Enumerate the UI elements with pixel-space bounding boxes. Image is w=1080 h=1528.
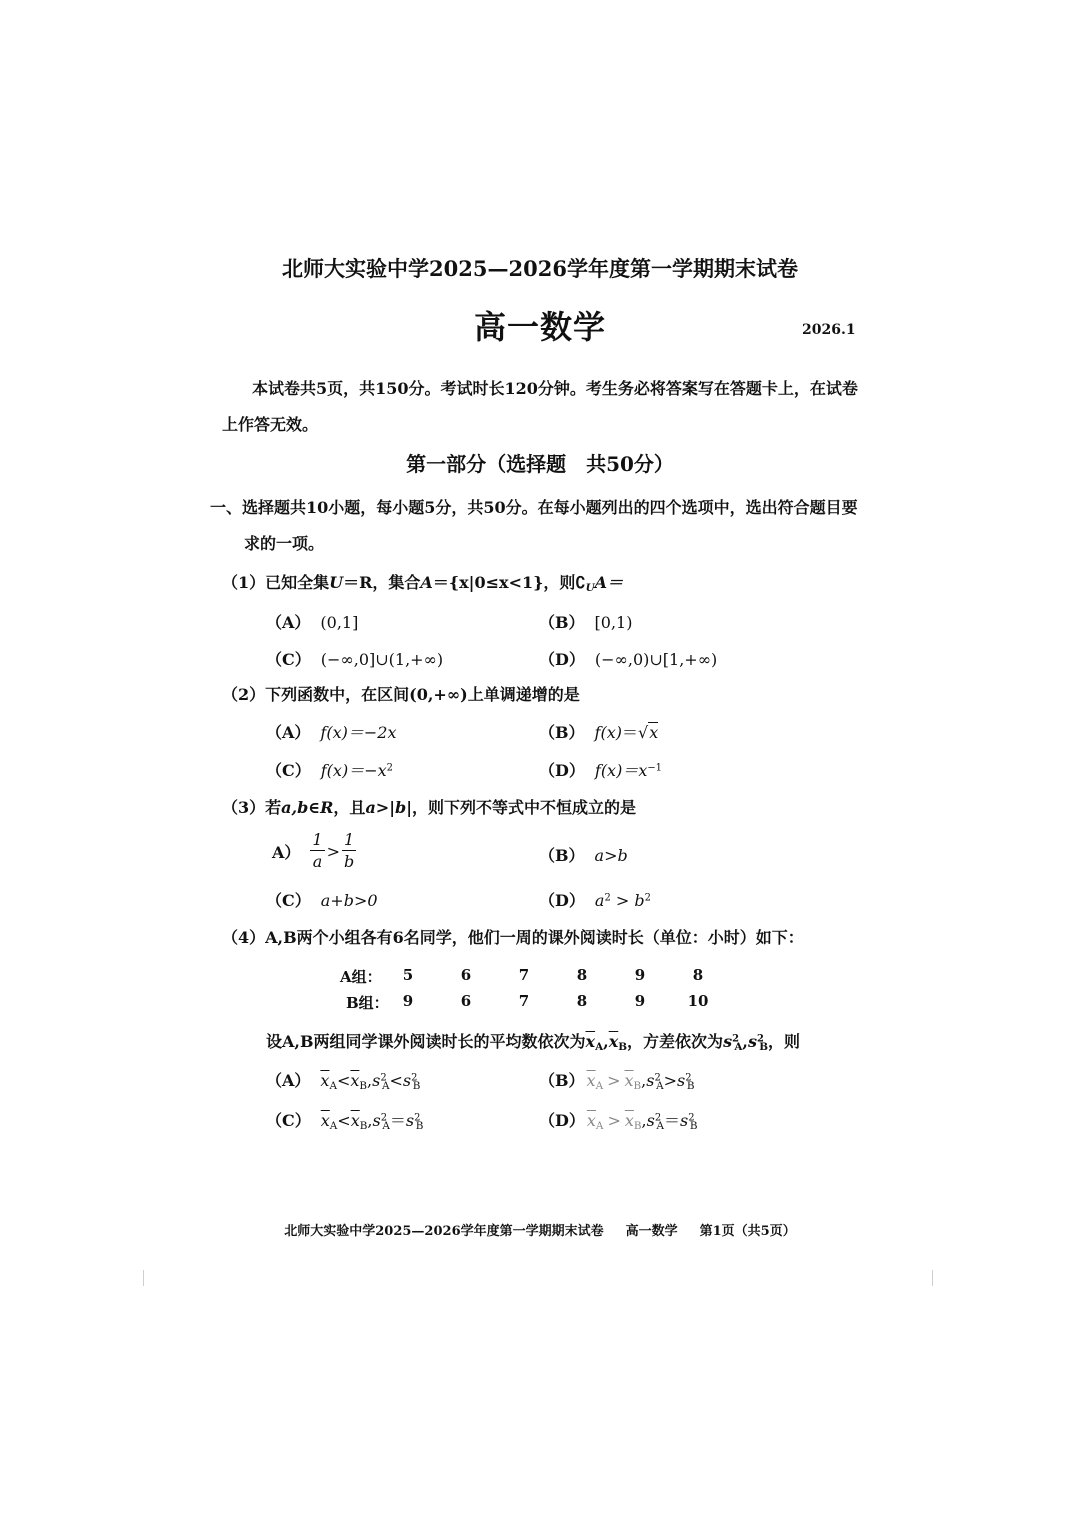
row-b-label: B组： [346,994,389,1012]
row-a-value-1: 5 [402,966,414,984]
reading-time-row-a [0,966,1080,988]
question-3-option-b: （B） a>b [539,846,628,865]
question-3-option-c: （C） a+b>0 [266,891,378,910]
question-4-stem-2: 设A,B两组同学课外阅读时长的平均数依次为$\overline{x}_A,\overline{x}_B$，方差依次为$s^2_A,s^2_B$，则 [266,1032,801,1054]
row-a-value-3: 7 [518,966,530,984]
row-b-value-2: 6 [460,992,472,1010]
row-b-value-4: 8 [576,992,588,1010]
exam-date: 2026.1 [802,322,856,338]
question-3-option-a: A） $\frac{1}{a}$ > $\frac{1}{b}$ [272,830,355,871]
square-root-symbol: √x [637,723,659,742]
scan-edge-mark-right [932,1270,933,1286]
row-a-value-5: 9 [634,966,646,984]
scan-edge-mark-left [143,1270,144,1286]
section-instructions-line-1: 一、选择题共10小题，每小题5分，共50分。在每小题列出的四个选项中，选出符合题目要 [210,498,858,517]
question-1-option-b: （B） [0,1) [539,613,633,632]
question-4-option-b: （B） $\overline{x}_A > \overline{x}_B,s^2_A>s^2_B$ [539,1071,695,1093]
question-2-option-d: （D） $f(x)=x^{-1}$ [539,761,662,780]
row-b-value-5: 9 [634,992,646,1010]
footer-school: 北师大实验中学2025—2026学年度第一学期期末试卷 [284,1224,604,1239]
row-b-value-6: 10 [687,992,709,1010]
question-2-option-c: （C） $f(x)=-x^2$ [266,761,393,780]
question-2-option-b: （B） f(x)＝√x [539,723,659,742]
part-one-heading: 第一部分（选择题 共50分） [406,452,674,476]
section-instructions-line-2: 求的一项。 [244,534,325,553]
footer-subject: 高一数学 [625,1224,678,1239]
question-1-option-a: （A） (0,1] [266,613,359,632]
exam-subject-title: 高一数学 [473,308,606,346]
footer-page-number: 第1页（共5页） [699,1224,796,1239]
exam-school-title: 北师大实验中学2025—2026学年度第一学期期末试卷 [282,256,798,281]
question-1-option-c: （C） (−∞,0]∪(1,+∞) [266,650,444,669]
row-a-value-2: 6 [460,966,472,984]
question-2-option-a: （A） f(x)＝−2x [266,723,397,742]
question-4-option-c: （C） $\overline{x}_A<\overline{x}_B,s^2_A=s^2_B$ [266,1111,424,1133]
question-3-stem: （3）若a,b∈R，且a>|b|，则下列不等式中不恒成立的是 [222,798,637,817]
row-a-value-6: 8 [692,966,704,984]
question-1-stem: （1）已知全集U＝R，集合A＝{x|0≤x<1}，则$∁_UA=$ [222,573,624,595]
question-4-option-a: （A） $\overline{x}_A<\overline{x}_B,s^2_A<s^2_B$ [266,1071,421,1093]
question-4-option-d: （D） $\overline{x}_A > \overline{x}_B,s^2_A=s^2_B$ [539,1111,698,1133]
row-a-label: A组： [340,968,382,986]
question-1-option-d: （D） (−∞,0)∪[1,+∞) [539,650,718,669]
row-b-value-3: 7 [518,992,530,1010]
question-2-stem: （2）下列函数中，在区间(0,+∞)上单调递增的是 [222,685,580,704]
question-4-stem: （4）A,B两个小组各有6名同学，他们一周的课外阅读时长（单位：小时）如下： [222,928,804,947]
question-3-option-d: （D） $a^2 > b^2$ [539,891,651,910]
row-a-value-4: 8 [576,966,588,984]
fraction-one-over-a: $\frac{1}{a}$ [312,830,323,871]
row-b-value-1: 9 [402,992,414,1010]
exam-instructions-line-2: 上作答无效。 [222,415,319,434]
page-footer [0,1220,1080,1239]
exam-instructions-line-1: 本试卷共5页，共150分。考试时长120分钟。考生务必将答案写在答题卡上，在试卷 [252,379,858,398]
reading-time-row-b [0,992,1080,1014]
fraction-one-over-b: $\frac{1}{b}$ [344,830,355,871]
